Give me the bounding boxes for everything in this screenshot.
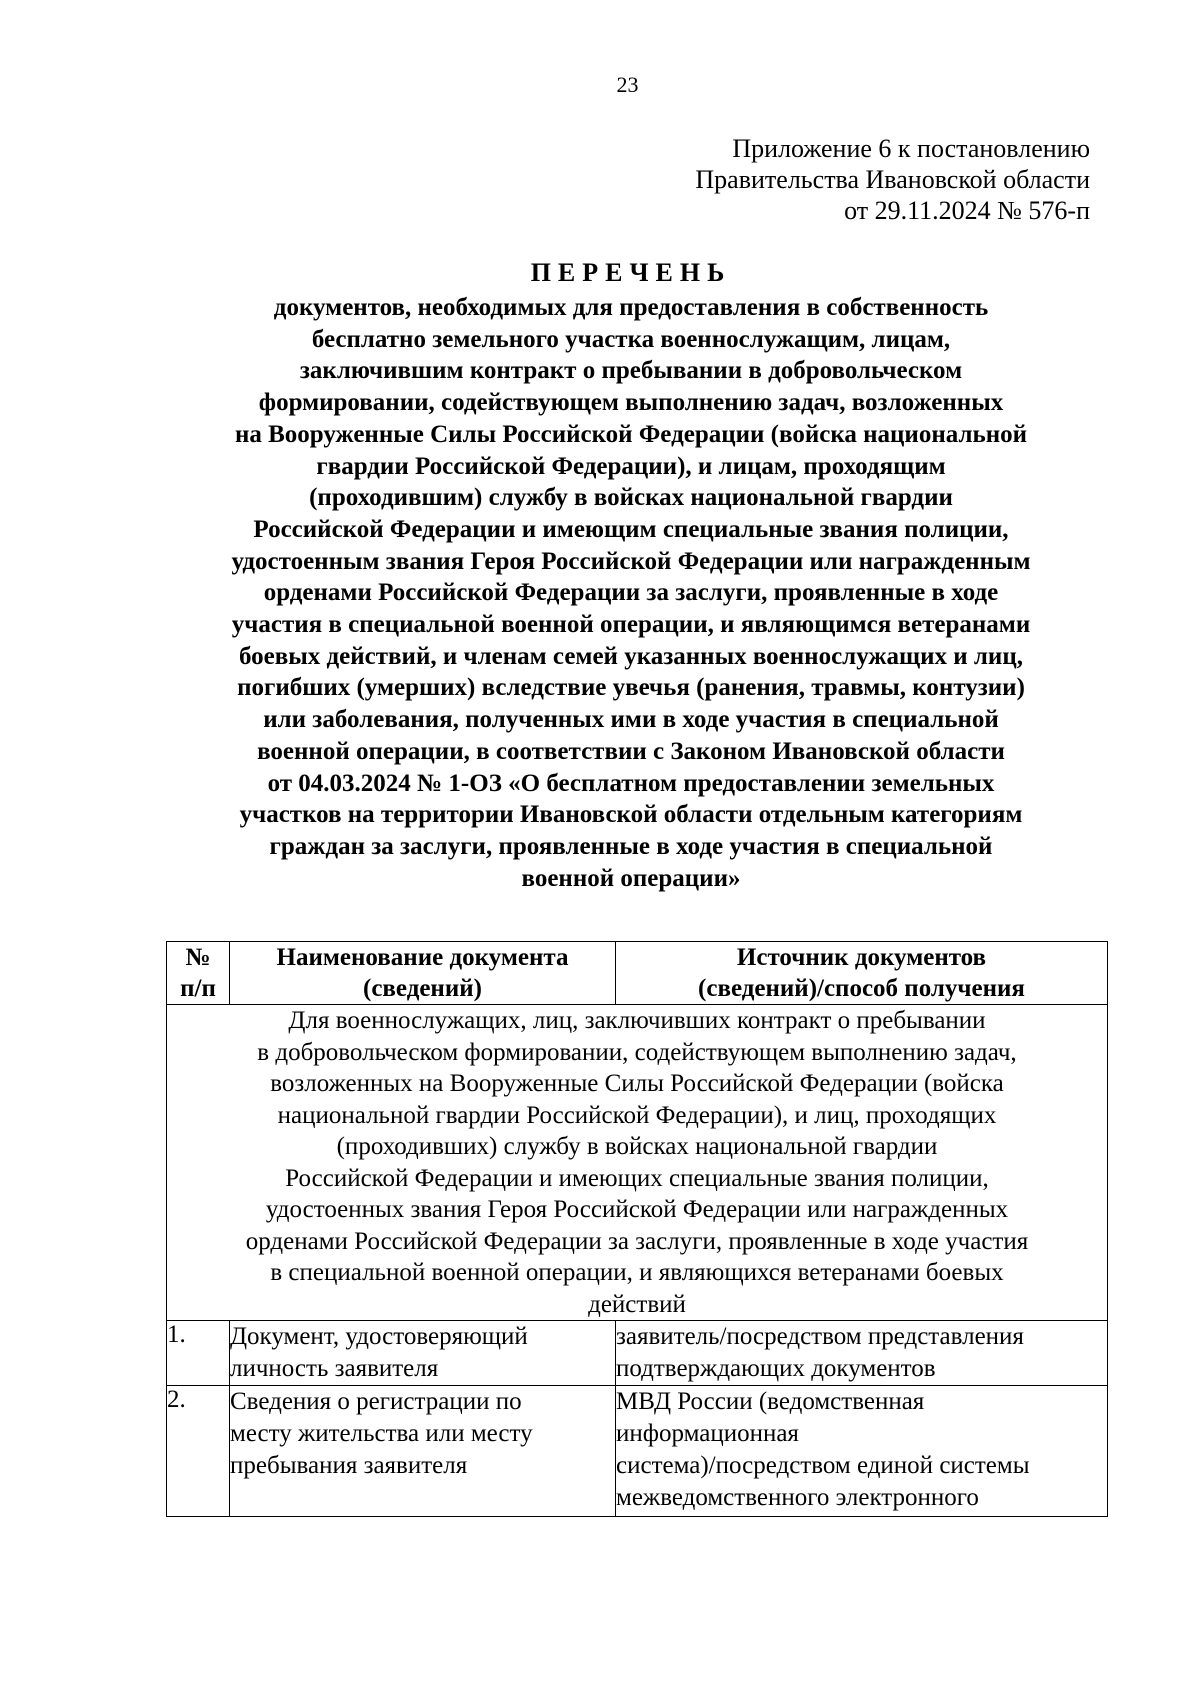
page-number: 23 [616, 72, 639, 97]
subtitle-line: боевых действий, и членам семей указанных военнослужащих и лиц, [238, 642, 1023, 670]
document-title: ПЕРЕЧЕНЬ [530, 258, 732, 287]
table-row [167, 1321, 1108, 1386]
subtitle-line: военной операции, в соответствии с Законом Ивановской области [257, 737, 1005, 765]
subtitle-line: заключившим контракт о пребывании в добровольческом [299, 357, 963, 385]
document-subtitle [140, 292, 1122, 894]
row-source: заявитель/посредством представления подтверждающих документов [616, 1321, 1108, 1386]
subtitle-line: гвардии Российской Федерации), и лицам, проходящим [316, 452, 946, 480]
table-group-row [167, 1005, 1108, 1321]
row-number: 1. [167, 1321, 230, 1386]
subtitle-line: бесплатно земельного участка военнослужащим, лицам, [311, 325, 951, 353]
subtitle-line: погибших (умерших) вследствие увечья (ранения, травмы, контузии) [237, 674, 1025, 702]
subtitle-line: документов, необходимых для предоставления в собственность [273, 294, 989, 321]
subtitle-line: участков на территории Ивановской области отдельным категориям [239, 801, 1023, 829]
subtitle-line: от 04.03.2024 № 1-ОЗ «О бесплатном предоставлении земельных [267, 769, 995, 797]
group-description: Для военнослужащих, лиц, заключивших контракт о пребывании в добровольческом формировании, содействующем выполнению задач, возложенных на Вооруженные Силы Российской Федерации (войска национальной гвардии Российской Федерации), и лиц, проходящих (проходивших) службу в войсках национальной гвардии Российской Федерации и имеющих специальные звания полиции, удостоенных звания Героя Российской Федерации или награжденных орденами Российской Федерации за заслуги, проявленные в ходе участия в специальной военной операции, и являющихся ветеранами боевых действий [167, 1005, 1108, 1321]
row-source: МВД России (ведомственная информационная система)/посредством единой системы межведомственного электронного [616, 1386, 1108, 1517]
header-num: № п/п [167, 942, 230, 1005]
subtitle-line: граждан за заслуги, проявленные в ходе участия в специальной [269, 832, 993, 860]
subtitle-line: орденами Российской Федерации за заслуги, проявленные в ходе [263, 579, 999, 607]
row-document-name: Сведения о регистрации по месту жительства или месту пребывания заявителя [230, 1386, 616, 1517]
subtitle-line: (проходившим) службу в войсках национальной гвардии [309, 484, 953, 512]
subtitle-line: формировании, содействующем выполнению задач, возложенных [258, 389, 1004, 417]
appendix-line: Приложение 6 к постановлению [732, 134, 1090, 163]
subtitle-line: Российской Федерации и имеющим специальные звания полиции, [253, 515, 1009, 543]
subtitle-line: участия в специальной военной операции, и являющимся ветеранами [231, 611, 1031, 639]
subtitle-line: удостоенным звания Героя Российской Федерации или награжденным [231, 547, 1031, 575]
appendix-reference [695, 133, 1090, 226]
table-header-row [167, 942, 1108, 1005]
subtitle-line: на Вооруженные Силы Российской Федерации (войска национальной [234, 420, 1028, 448]
subtitle-line: или заболевания, полученных ими в ходе участия в специальной [263, 706, 999, 734]
header-source: Источник документов (сведений)/способ получения [616, 942, 1108, 1005]
table-row [167, 1386, 1108, 1517]
appendix-line: от 29.11.2024 № 576-п [844, 196, 1090, 225]
header-document-name: Наименование документа (сведений) [230, 942, 616, 1005]
documents-table [166, 941, 1108, 1517]
appendix-line: Правительства Ивановской области [695, 165, 1090, 194]
row-document-name: Документ, удостоверяющий личность заявителя [230, 1321, 616, 1386]
subtitle-line: военной операции» [521, 864, 741, 892]
row-number: 2. [167, 1386, 230, 1517]
